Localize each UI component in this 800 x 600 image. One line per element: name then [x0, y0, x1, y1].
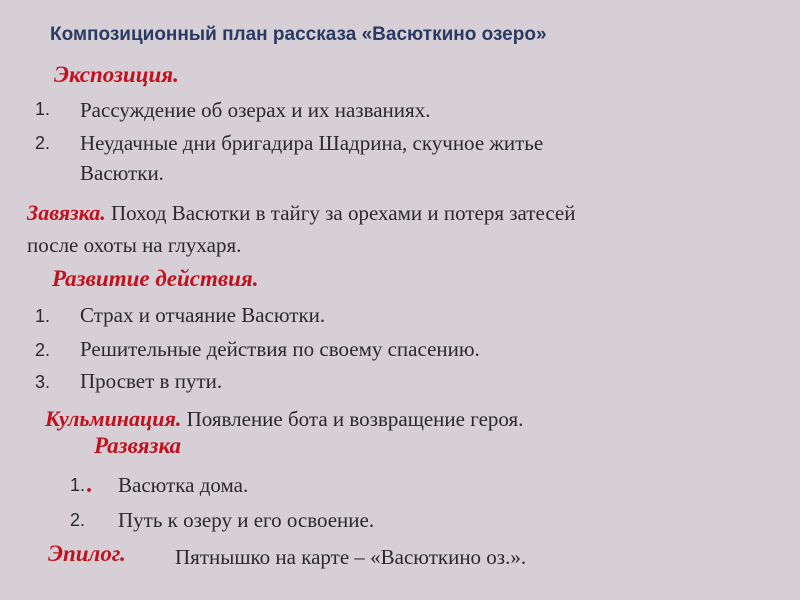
list-number: 2.: [70, 510, 86, 530]
complication-text: Поход Васютки в тайгу за орехами и потеря затесей: [111, 201, 576, 225]
list-number: 1.: [70, 475, 86, 495]
complication-heading: Завязка.: [27, 200, 106, 225]
exposition-heading: Экспозиция.: [54, 62, 179, 87]
list-number: 1.: [35, 306, 51, 326]
list-item-continuation: Васютки.: [80, 161, 164, 185]
list-item: Васютка дома.: [118, 473, 249, 497]
list-item: Неудачные дни бригадира Шадрина, скучное житье: [80, 131, 544, 155]
list-number: 2.: [35, 340, 51, 360]
resolution-heading-dot: .: [86, 472, 92, 498]
climax-heading: Кульминация.: [45, 406, 182, 431]
epilogue-text: Пятнышко на карте – «Васюткино оз.».: [175, 545, 527, 569]
climax-text: Появление бота и возвращение героя.: [186, 407, 524, 431]
list-item: Просвет в пути.: [80, 369, 223, 393]
climax-line: [45, 403, 523, 435]
list-number: 1.: [35, 99, 51, 119]
list-item: Рассуждение об озерах и их названиях.: [80, 98, 431, 122]
complication-line-1: [27, 197, 575, 229]
epilogue-heading: Эпилог.: [48, 541, 126, 566]
complication-line-2: после охоты на глухаря.: [27, 233, 242, 257]
list-number: 3.: [35, 372, 51, 392]
list-number: 2.: [35, 133, 51, 153]
development-heading: Развитие действия.: [52, 266, 259, 291]
list-item: Решительные действия по своему спасению.: [80, 337, 480, 361]
list-item: Путь к озеру и его освоение.: [118, 508, 375, 532]
slide-title: Композиционный план рассказа «Васюткино озеро»: [50, 24, 547, 45]
list-item: Страх и отчаяние Васютки.: [80, 303, 326, 327]
resolution-heading: Развязка: [94, 433, 182, 458]
